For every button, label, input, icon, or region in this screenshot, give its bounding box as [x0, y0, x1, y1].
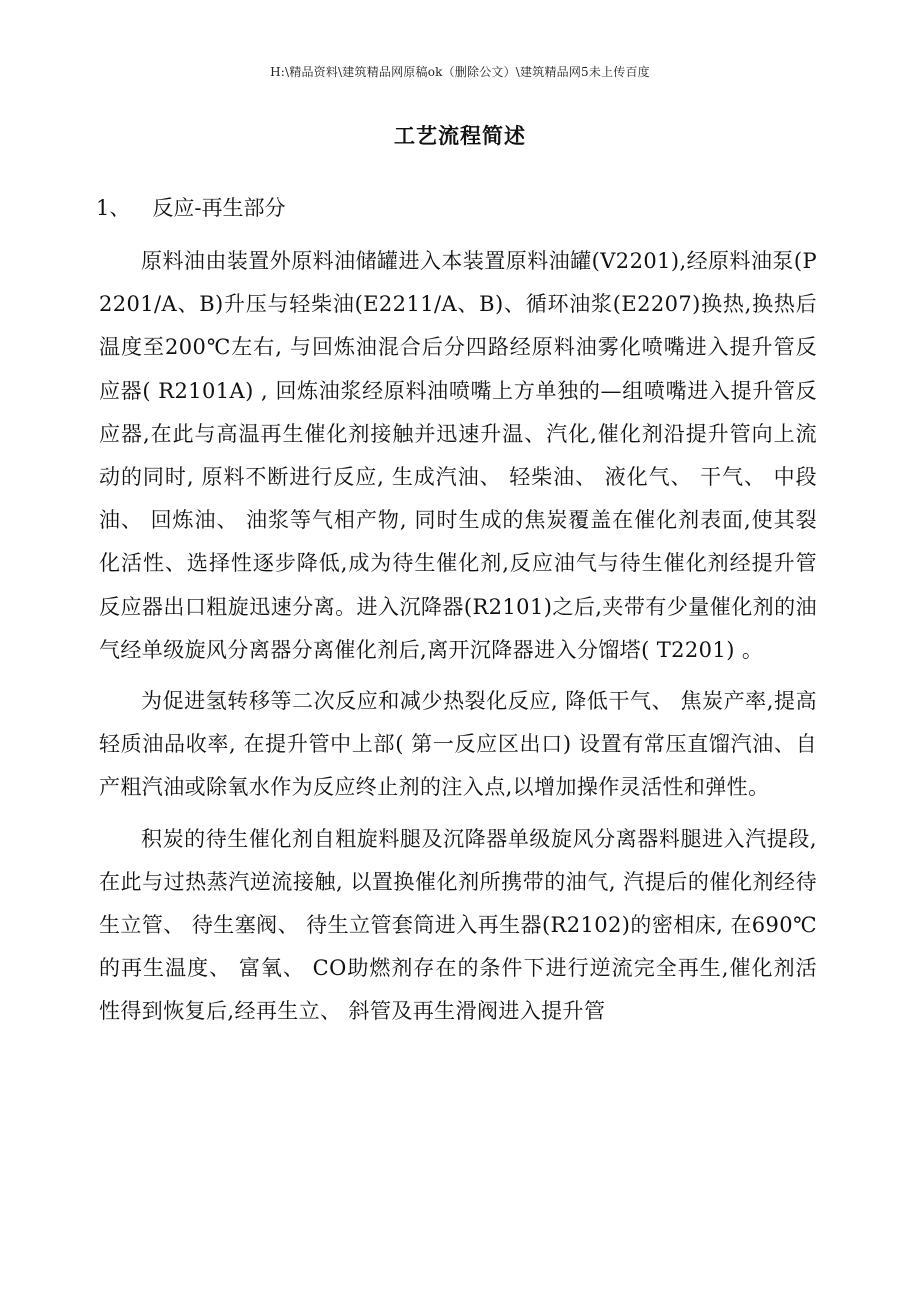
paragraph: 原料油由装置外原料油储罐进入本装置原料油罐(V2201),经原料油泵(P2201/A、B)升压与轻柴油(E2211/A、B)、循环油浆(E2207)换热,换热后温度至200℃左右, 与回炼油混合后分四路经原料油雾化喷嘴进入提升管反应器( R2101A) , 回炼油浆经原料油喷嘴上方单独的—组喷嘴进入提升管反应器,在此与高温再生催化剂接触并迅速升温、汽化,催化剂沿提升管向上流动的同时, 原料不断进行反应, 生成汽油、 轻柴油、 液化气、 干气、 中段油、 回炼油、 油浆等气相产物, 同时生成的焦炭覆盖在催化剂表面,使其裂化活性、选择性逐步降低,成为待生催化剂,反应油气与待生催化剂经提升管反应器出口粗旋迅速分离。进入沉降器(R2101)之后,夹带有少量催化剂的油气经单级旋风分离器分离催化剂后,离开沉降器进入分馏塔( T2201) 。 — [99, 249, 817, 662]
section-number: 1、 — [96, 196, 131, 220]
section-title: 反应-再生部分 — [152, 196, 286, 220]
file-path-header: H:\精品资料\建筑精品网原稿ok（删除公文）\建筑精品网5未上传百度 — [270, 65, 650, 79]
document-title: 工艺流程简述 — [394, 123, 526, 148]
paragraph: 为促进氢转移等二次反应和减少热裂化反应, 降低干气、 焦炭产率,提高轻质油品收率, 在提升管中上部( 第一反应区出口) 设置有常压直馏汽油、自产粗汽油或除氧水作为反应终止剂的注入点,以增加操作灵活性和弹性。 — [99, 689, 817, 800]
paragraph: 积炭的待生催化剂自粗旋料腿及沉降器单级旋风分离器料腿进入汽提段, 在此与过热蒸汽逆流接触, 以置换催化剂所携带的油气, 汽提后的催化剂经待生立管、 待生塞阀、 待生立管套筒进入再生器(R2102)的密相床, 在690℃的再生温度、 富氧、 CO助燃剂存在的条件下进行逆流完全再生,催化剂活性得到恢复后,经再生立、 斜管及再生滑阀进入提升管 — [99, 826, 817, 1024]
section-heading — [96, 194, 285, 222]
document-body — [99, 240, 817, 1034]
